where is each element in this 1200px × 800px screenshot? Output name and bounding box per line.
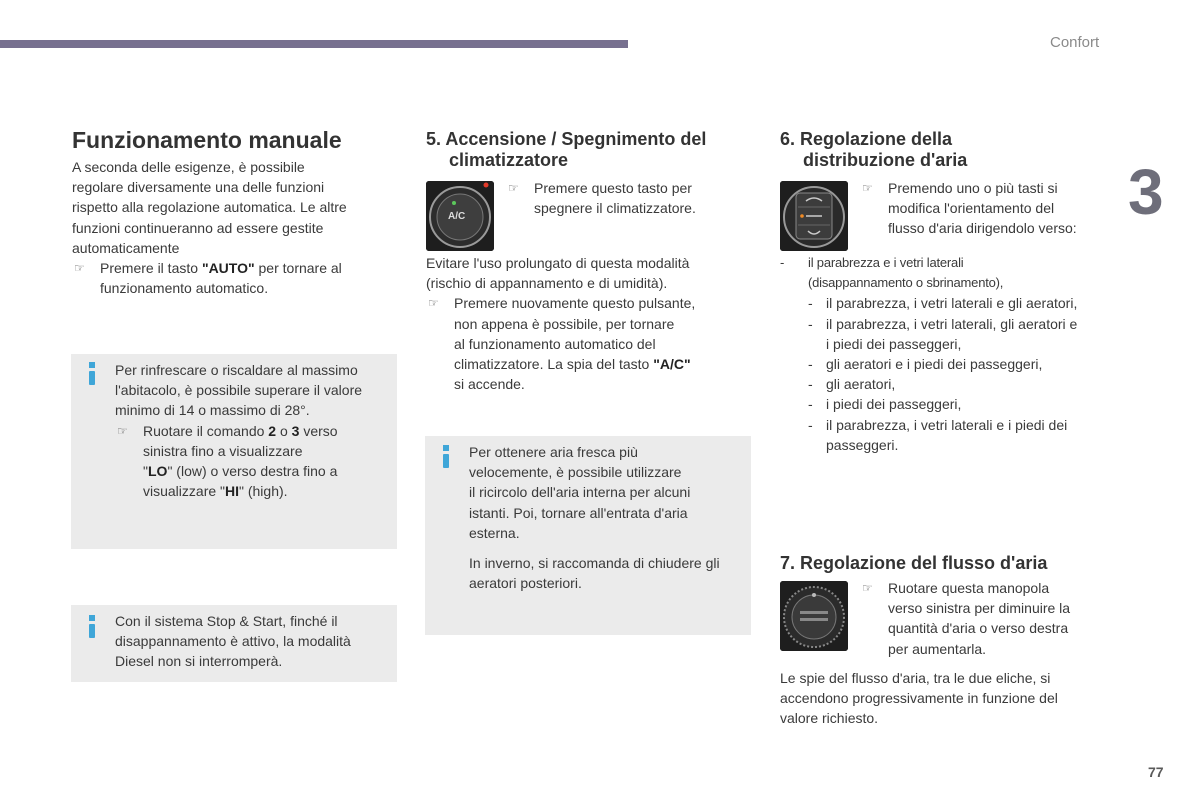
lo-label: LO bbox=[147, 463, 168, 480]
text-line: esterna. bbox=[469, 524, 520, 541]
text-line: Per ottenere aria fresca più bbox=[469, 444, 638, 460]
text-line: i piedi dei passeggeri, bbox=[826, 396, 962, 413]
text-run: sinistra fino a visualizzare bbox=[143, 442, 303, 459]
heading-line: 6. Regolazione della bbox=[780, 129, 953, 149]
air-flow-bullet bbox=[860, 578, 1110, 659]
dash-marker: - bbox=[808, 416, 813, 433]
text-run: funzionamento automatico. bbox=[100, 280, 269, 297]
text-line: il parabrezza, i vetri laterali e i piedi dei bbox=[826, 416, 1068, 433]
dash-marker: - bbox=[808, 396, 813, 413]
text-line: Diesel non si interromperà. bbox=[115, 653, 283, 670]
header-bar bbox=[0, 40, 628, 48]
pointing-hand-icon: ☞ bbox=[74, 261, 85, 276]
air-distribution-illustration bbox=[780, 181, 848, 251]
dash-marker: - bbox=[808, 295, 813, 312]
info-icon bbox=[89, 624, 95, 638]
text-run: quantità d'aria o verso destra bbox=[888, 620, 1069, 637]
ac-warning-text bbox=[426, 253, 736, 394]
air-flow-knob-photo bbox=[780, 581, 848, 651]
text-run: " (high). bbox=[239, 483, 288, 500]
pointing-hand-icon: ☞ bbox=[862, 581, 873, 595]
bullet-row bbox=[506, 178, 716, 218]
list-item bbox=[780, 354, 1115, 374]
air-flow-knob-illustration bbox=[780, 581, 848, 651]
text-line: Evitare l'uso prolungato di questa modalità bbox=[426, 255, 690, 271]
chapter-number: 3 bbox=[1128, 156, 1164, 228]
text-line: A seconda delle esigenze, è possibile bbox=[72, 159, 305, 175]
pointing-hand-icon: ☞ bbox=[508, 181, 519, 195]
rotate-bullet-text bbox=[143, 421, 338, 502]
section-7-heading: 7. Regolazione del flusso d'aria bbox=[780, 553, 1048, 573]
text-line: funzioni continueranno ad essere gestite bbox=[72, 219, 324, 236]
text-run: Ruotare il comando bbox=[143, 422, 269, 439]
list-item-text bbox=[826, 394, 961, 414]
info-box-text bbox=[115, 611, 395, 672]
dash-marker: - bbox=[780, 255, 785, 270]
air-flow-indicator-text bbox=[780, 668, 1110, 729]
text-line: istanti. Poi, tornare all'entrata d'aria bbox=[469, 504, 688, 521]
auto-bullet-text bbox=[100, 258, 342, 298]
list-item bbox=[780, 293, 1115, 313]
text-line: disappannamento è attivo, la modalità bbox=[115, 633, 351, 650]
text-run: Premere il tasto bbox=[100, 260, 202, 277]
heading-line: climatizzatore bbox=[449, 150, 569, 170]
text-run: verso sinistra per diminuire la bbox=[888, 600, 1071, 617]
rotate-bullet bbox=[115, 421, 395, 502]
text-line: Le spie del flusso d'aria, tra le due eliche, si bbox=[780, 670, 1051, 686]
text-line: passeggeri. bbox=[826, 436, 899, 453]
bullet-text bbox=[534, 178, 696, 218]
dash-marker: - bbox=[808, 315, 813, 332]
text-line: automaticamente bbox=[72, 239, 180, 256]
list-item-text bbox=[826, 374, 895, 394]
text-line: aeratori posteriori. bbox=[469, 575, 582, 592]
distribution-list bbox=[780, 253, 1115, 455]
text-line: velocemente, è possibile utilizzare bbox=[469, 464, 682, 481]
text-line: (rischio di appannamento e di umidità). bbox=[426, 275, 668, 292]
manual-intro bbox=[72, 157, 392, 298]
dash-marker: - bbox=[808, 376, 813, 393]
text-run: " bbox=[143, 463, 148, 480]
manual-operation-heading: Funzionamento manuale bbox=[72, 127, 342, 153]
text-line: Con il sistema Stop & Start, finché il bbox=[115, 613, 338, 629]
auto-key-label: "AUTO" bbox=[201, 260, 255, 277]
pointing-hand-icon: ☞ bbox=[117, 423, 128, 438]
text-run: climatizzatore. La spia del tasto bbox=[454, 356, 654, 373]
text-run: non appena è possibile, per tornare bbox=[454, 315, 675, 332]
list-item bbox=[780, 415, 1115, 455]
air-distribution-photo bbox=[780, 181, 848, 251]
ac-button-label: A/C bbox=[448, 211, 466, 222]
bullet-text bbox=[888, 178, 1077, 239]
text-run: Premendo uno o più tasti si bbox=[888, 180, 1058, 196]
distribution-bullet bbox=[860, 178, 1110, 239]
text-line: regolare diversamente una delle funzioni bbox=[72, 179, 325, 196]
info-box-text bbox=[469, 442, 747, 593]
text-run: Premere nuovamente questo pulsante, bbox=[454, 295, 696, 312]
text-run: modifica l'orientamento del bbox=[888, 200, 1055, 217]
text-line: il parabrezza, i vetri laterali, gli aeratori e bbox=[826, 315, 1078, 332]
info-box-stop-start bbox=[71, 605, 397, 682]
ref-number: 3 bbox=[291, 422, 300, 439]
text-line: rispetto alla regolazione automatica. Le altre bbox=[72, 199, 347, 216]
list-item-text bbox=[826, 354, 1042, 374]
info-icon bbox=[443, 454, 449, 468]
list-item bbox=[780, 374, 1115, 394]
hi-label: HI bbox=[225, 483, 239, 500]
text-line: il parabrezza e i vetri laterali bbox=[808, 255, 964, 270]
auto-bullet bbox=[72, 258, 392, 298]
bullet-row bbox=[860, 578, 1110, 659]
bullet-row bbox=[860, 178, 1110, 239]
heading-line: distribuzione d'aria bbox=[803, 150, 968, 170]
text-run: flusso d'aria dirigendolo verso: bbox=[888, 220, 1077, 237]
info-box-max-temp bbox=[71, 354, 397, 549]
text-run: per tornare al bbox=[254, 260, 342, 277]
dash-marker: - bbox=[808, 356, 813, 373]
list-item-text bbox=[808, 253, 1003, 293]
list-item bbox=[780, 314, 1115, 354]
ac-key-label: "A/C" bbox=[653, 356, 691, 373]
text-run: per aumentarla. bbox=[888, 640, 987, 657]
heading-line: 5. Accensione / Spegnimento del bbox=[426, 129, 707, 149]
text-run: Ruotare questa manopola bbox=[888, 580, 1050, 596]
page-number: 77 bbox=[1148, 764, 1164, 780]
text-line: il parabrezza, i vetri laterali e gli aeratori, bbox=[826, 295, 1078, 312]
text-line: l'abitacolo, è possibile superare il valore bbox=[115, 382, 363, 399]
list-item-text bbox=[826, 314, 1077, 354]
list-item bbox=[780, 253, 1115, 293]
pointing-hand-icon: ☞ bbox=[862, 181, 873, 195]
section-6-heading bbox=[780, 129, 967, 171]
info-icon bbox=[89, 371, 95, 385]
text-run: si accende. bbox=[454, 376, 525, 393]
text-line: accendono progressivamente in funzione del bbox=[780, 690, 1058, 707]
text-line: i piedi dei passeggeri, bbox=[826, 335, 962, 352]
text-run: spegnere il climatizzatore. bbox=[534, 200, 696, 217]
info-box-text bbox=[115, 360, 395, 501]
text-run: al funzionamento automatico del bbox=[454, 335, 656, 352]
info-box-recirculation bbox=[425, 436, 751, 635]
section-5-heading bbox=[426, 129, 706, 171]
text-run: Premere questo tasto per bbox=[534, 180, 692, 196]
section-title: Confort bbox=[1050, 34, 1100, 51]
text-run: o bbox=[276, 422, 292, 439]
text-run: " (low) o verso destra fino a bbox=[167, 463, 338, 480]
list-item-text bbox=[826, 293, 1077, 313]
text-line: valore richiesto. bbox=[780, 710, 879, 727]
text-line: (disappannamento o sbrinamento), bbox=[808, 275, 1004, 291]
bullet-text bbox=[454, 293, 695, 394]
list-item bbox=[780, 394, 1115, 414]
text-line: gli aeratori, bbox=[826, 376, 896, 393]
text-line: gli aeratori e i piedi dei passeggeri, bbox=[826, 356, 1043, 373]
text-run: verso bbox=[299, 422, 338, 439]
text-line: In inverno, si raccomanda di chiudere gli bbox=[469, 555, 720, 572]
text-line: minimo di 14 o massimo di 28°. bbox=[115, 402, 310, 419]
bullet-text bbox=[888, 578, 1070, 659]
text-line: il ricircolo dell'aria interna per alcuni bbox=[469, 484, 691, 501]
text-line: Per rinfrescare o riscaldare al massimo bbox=[115, 362, 358, 378]
text-run: visualizzare " bbox=[143, 483, 225, 500]
ac-on-bullet bbox=[426, 293, 736, 394]
ref-number: 2 bbox=[268, 422, 277, 439]
list-item-text bbox=[826, 415, 1067, 455]
pointing-hand-icon: ☞ bbox=[428, 296, 439, 311]
ac-button-photo bbox=[426, 181, 494, 251]
ac-off-bullet bbox=[506, 178, 716, 218]
